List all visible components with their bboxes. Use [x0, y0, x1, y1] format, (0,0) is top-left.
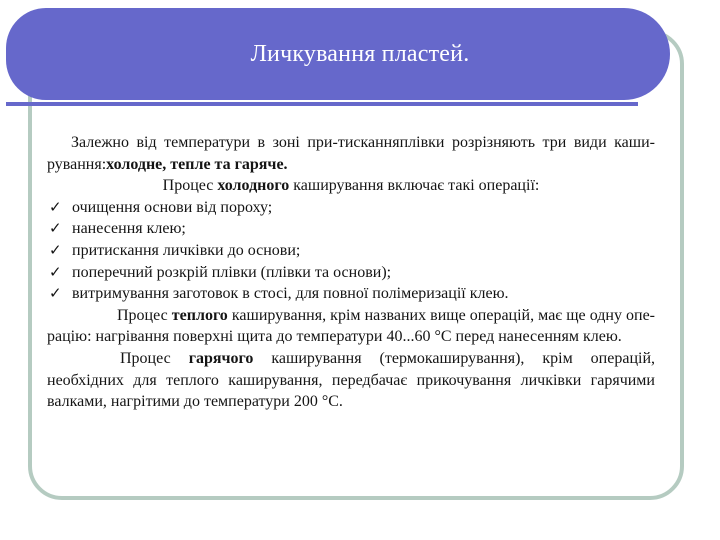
intro-paragraph: [47, 132, 655, 175]
intro-text: Залежно від температури в зоні при-тисканняплівки розрізняють три види каши-рування:: [47, 134, 655, 173]
cold-process-heading: [47, 175, 655, 197]
hot-keyword: гарячого: [188, 349, 254, 367]
hot-prefix: Процес: [120, 349, 189, 367]
slide-content: [47, 132, 655, 413]
list-item: [47, 218, 655, 240]
cold-keyword: холодного: [217, 177, 290, 195]
hot-suffix: каширування (термокаширування), крім операцій, необхідних для теплого каширування, передбачає прикочування личківки гарячими валками, нагрітими до температури 200 °С.: [47, 349, 656, 411]
cold-suffix: каширування включає такі операції:: [289, 177, 540, 195]
operation-text: поперечний розкрій плівки (плівки та основи);: [72, 263, 392, 281]
slide-title: Личкування пластей.: [250, 40, 470, 67]
hot-process-paragraph: [47, 348, 655, 413]
operation-text: притискання личківки до основи;: [72, 241, 301, 259]
list-item: [47, 283, 655, 305]
cold-operations-list: [47, 197, 655, 305]
operation-text: очищення основи від пороху;: [72, 198, 273, 216]
list-item: [47, 240, 655, 262]
warm-prefix: Процес: [117, 306, 172, 324]
list-item: [47, 262, 655, 284]
checkmark-icon: ✓: [49, 284, 62, 303]
checkmark-icon: ✓: [49, 219, 62, 238]
title-underline: [6, 102, 638, 106]
intro-types: холодне, тепле та гаряче.: [106, 155, 288, 173]
list-item: [47, 197, 655, 219]
checkmark-icon: ✓: [49, 197, 62, 216]
operation-text: витримування заготовок в стосі, для повної полімеризації клею.: [72, 285, 509, 303]
operation-text: нанесення клею;: [72, 220, 186, 238]
checkmark-icon: ✓: [49, 240, 62, 259]
warm-keyword: теплого: [171, 306, 228, 324]
checkmark-icon: ✓: [49, 262, 62, 281]
warm-process-paragraph: [47, 305, 655, 348]
warm-suffix: каширування, крім названих вище операцій, має ще одну опе-рацію: нагрівання поверхні щита до температури 40...60 °С перед нанесенням клею.: [47, 306, 655, 346]
cold-prefix: Процес: [162, 177, 218, 195]
